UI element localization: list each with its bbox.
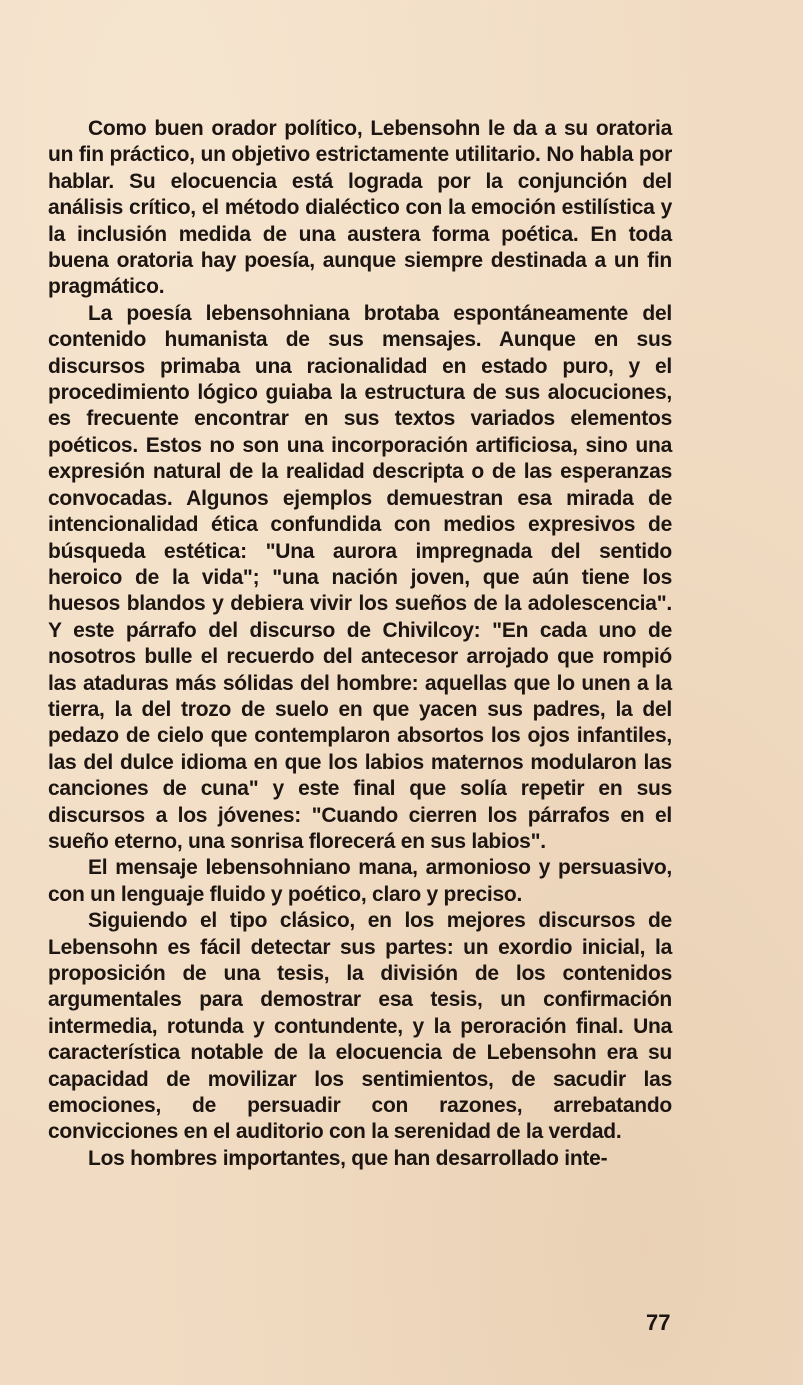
body-text [48,116,672,1172]
paragraph-1: Como buen orador político, Lebensohn le da a su oratoria un fin práctico, un objetivo estrictamente utilitario. No habla por hablar. Su elocuencia está lograda por la conjunción del análisis crítico, el método dialéctico con la emoción estilística y la inclusión medida de una austera forma poética. En toda buena oratoria hay poesía, aunque siempre destinada a un fin pragmático. [48,117,672,299]
paragraph-2: La poesía lebensohniana brotaba espontáneamente del contenido humanista de sus mensajes. Aunque en sus discursos primaba una racionalidad en estado puro, y el procedimiento lógico guiaba la estructura de sus alocuciones, es frecuente encontrar en sus textos variados elementos poéticos. Estos no son una incorporación artificiosa, sino una expresión natural de la realidad descripta o de las esperanzas convocadas. Algunos ejemplos demuestran esa mirada de intencionalidad ética confundida con medios expresivos de búsqueda estética: "Una aurora impregnada del sentido heroico de la vida"; "una nación joven, que aún tiene los huesos blandos y debiera vivir los sueños de la adolescencia". Y este párrafo del discurso de Chivilcoy: "En cada uno de nosotros bulle el recuerdo del antecesor arrojado que rompió las ataduras más sólidas del hombre: aquellas que lo unen a la tierra, la del trozo de suelo en que yacen sus padres, la del pedazo de cielo que contemplaron absortos los ojos infantiles, las del dulce idioma en que los labios maternos modularon las canciones de cuna" y este final que solía repetir en sus discursos a los jóvenes: "Cuando cierren los párrafos en el sueño eterno, una sonrisa florecerá en sus labios". [48,301,672,853]
paragraph-5: Los hombres importantes, que han desarrollado inte- [88,1146,608,1170]
page-number: 77 [646,1310,671,1335]
paragraph-3: El mensaje lebensohniano mana, armonioso y persuasivo, con un lenguaje fluido y poético, claro y preciso. [48,856,672,906]
paragraph-4: Siguiendo el tipo clásico, en los mejores discursos de Lebensohn es fácil detectar sus partes: un exordio inicial, la proposición de una tesis, la división de los contenidos argumentales para demostrar esa tesis, un confirmación intermedia, rotunda y contundente, y la peroración final. Una característica notable de la elocuencia de Lebensohn era su capacidad de movilizar los sentimientos, de sacudir las emociones, de persuadir con razones, arrebatando convicciones en el auditorio con la serenidad de la verdad. [48,909,672,1144]
